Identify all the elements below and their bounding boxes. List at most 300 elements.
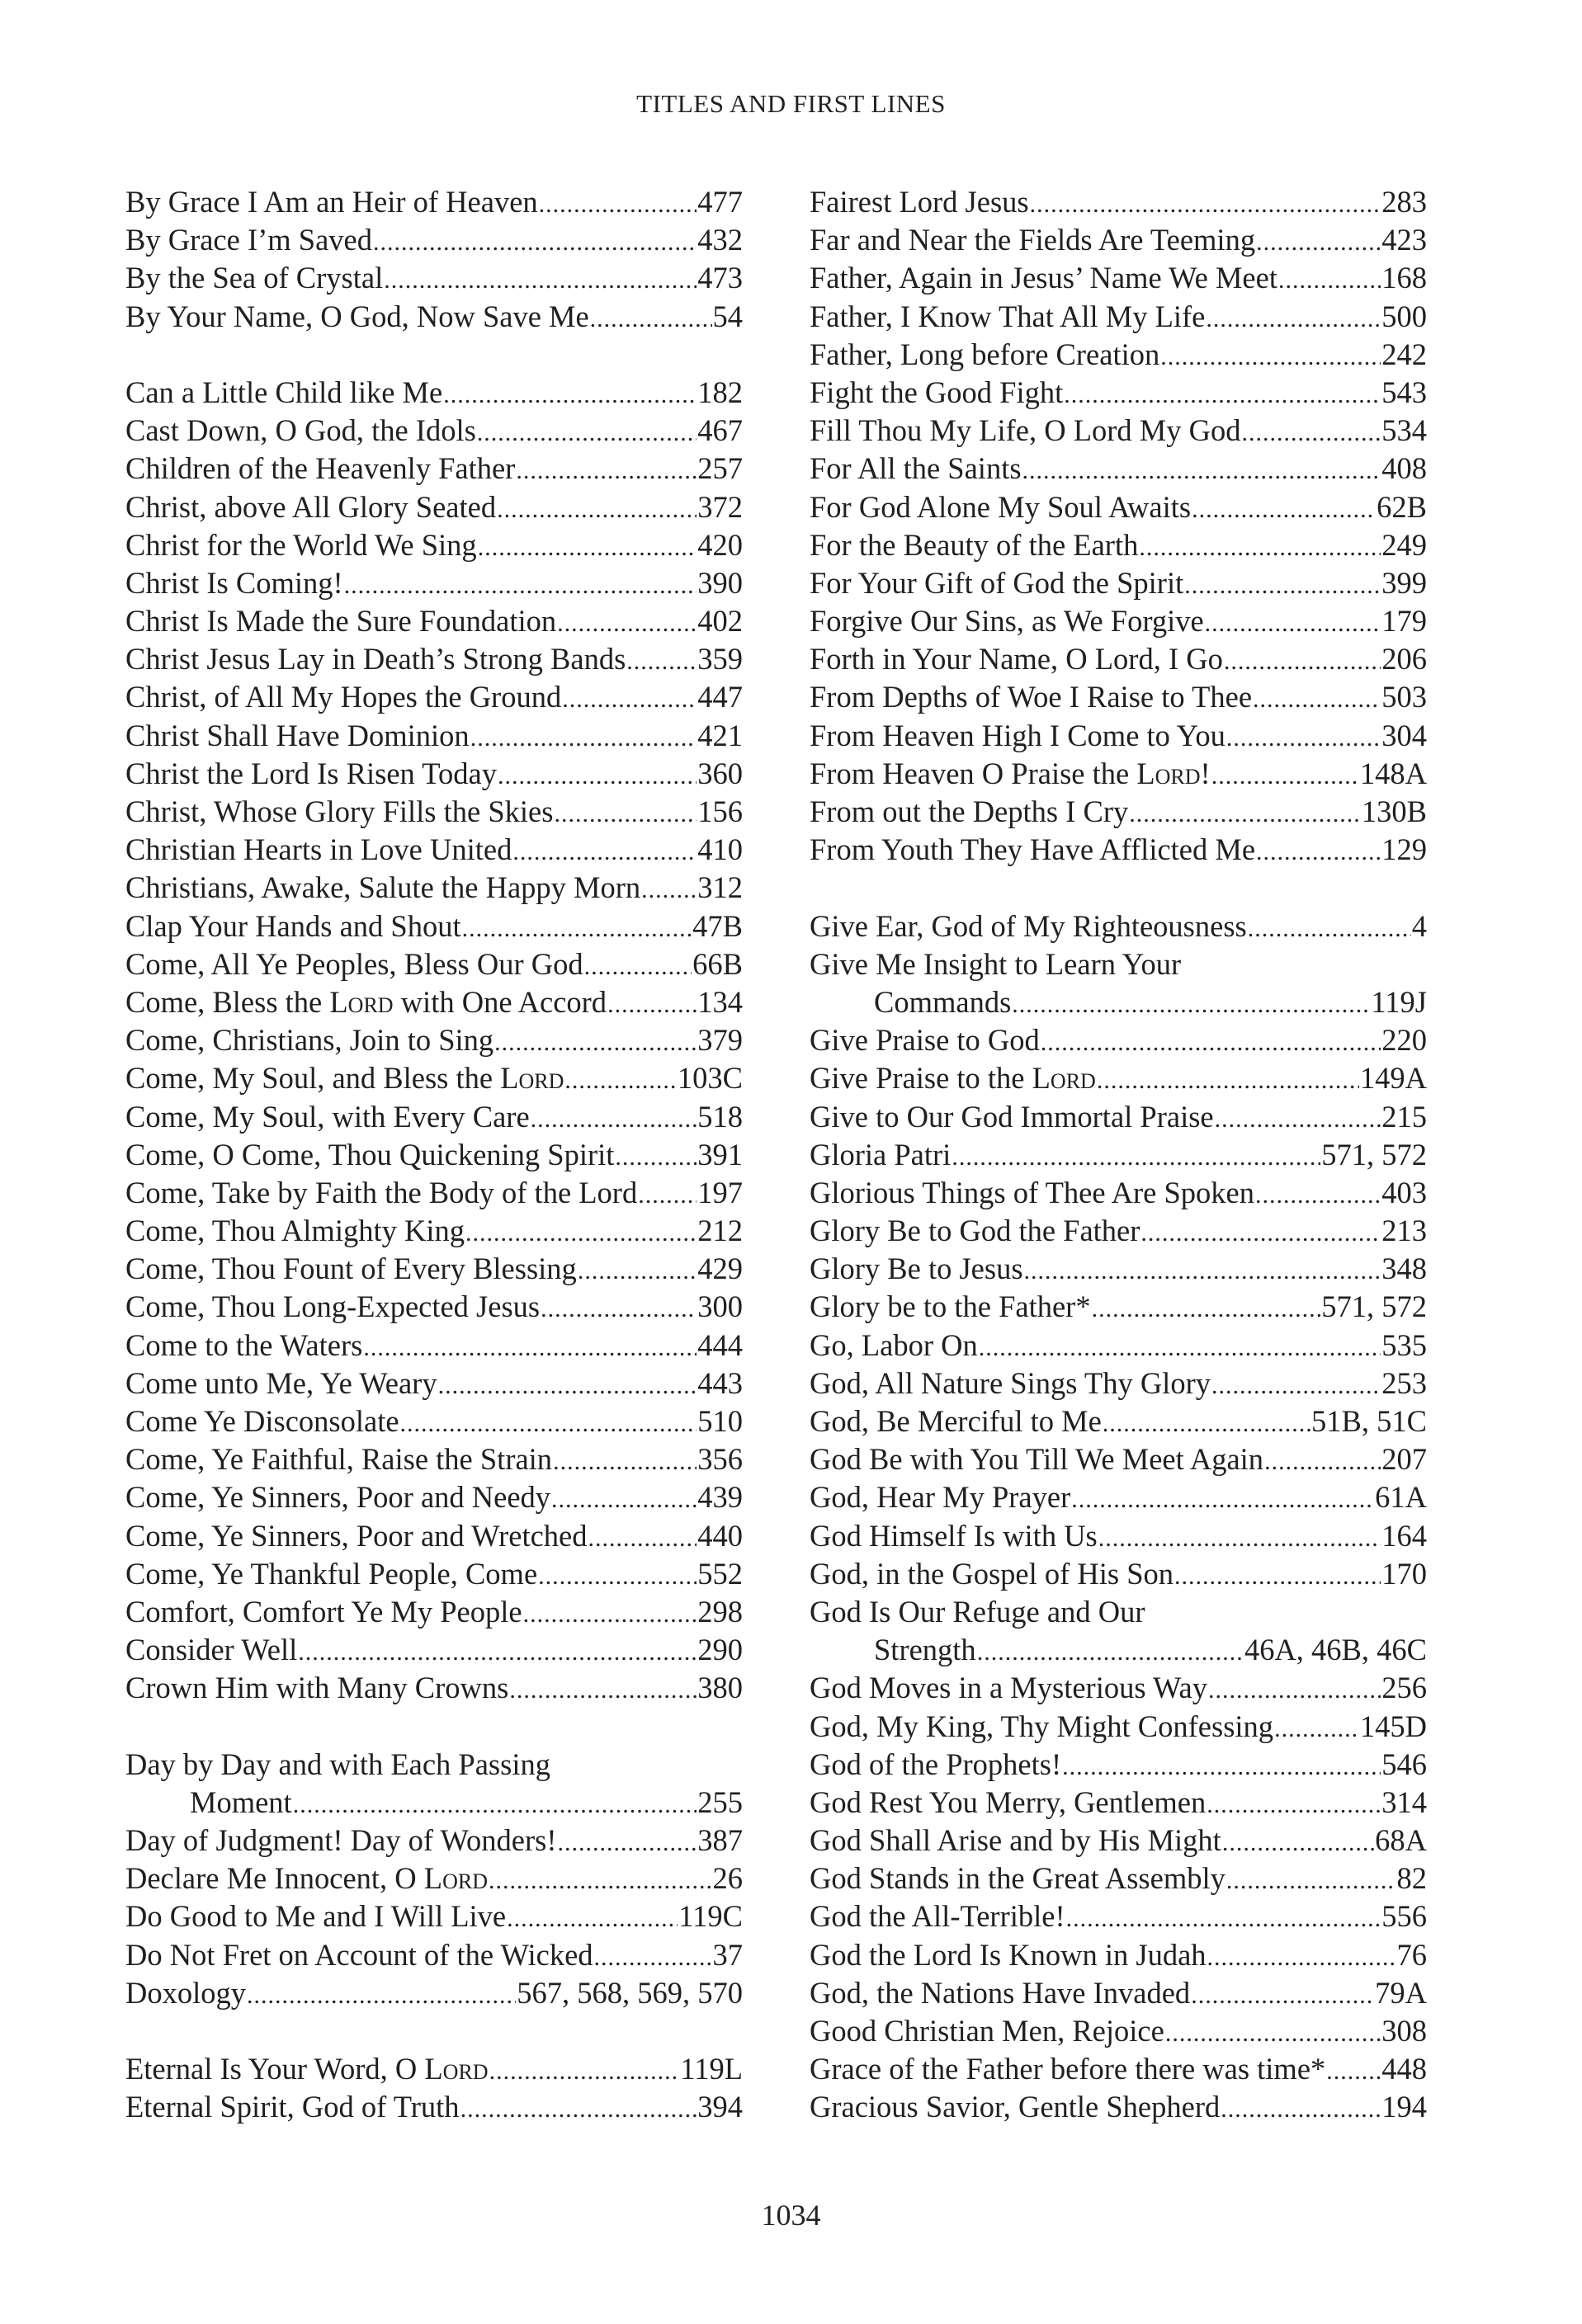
entry-title: Grace of the Father before there was time* [810, 2052, 1326, 2086]
entry-page-number: 304 [1381, 718, 1427, 752]
entry-page-number: 535 [1381, 1327, 1427, 1362]
dot-leader [523, 1593, 697, 1631]
index-entry [125, 1669, 743, 1707]
entry-page-number: 387 [697, 1823, 743, 1858]
dot-leader [538, 1555, 697, 1593]
entry-page-number: 290 [697, 1633, 743, 1667]
entry-page-number: 206 [1381, 642, 1427, 676]
dot-leader [1326, 2050, 1381, 2088]
dot-leader [1205, 602, 1381, 640]
entry-page-number: 298 [697, 1594, 743, 1629]
entry-page-number: 372 [697, 489, 743, 524]
dot-leader [626, 640, 697, 678]
entry-page-number: 256 [1381, 1671, 1427, 1705]
entry-title: Come, Ye Sinners, Poor and Needy [125, 1480, 551, 1515]
dot-leader [1253, 678, 1381, 716]
entry-page-number: 420 [697, 527, 743, 562]
dot-leader [1255, 1174, 1381, 1212]
index-entry [810, 1517, 1427, 1555]
index-entry [810, 1021, 1427, 1059]
entry-page-number: 194 [1381, 2090, 1427, 2124]
entry-page-number: 448 [1381, 2052, 1427, 2086]
entry-title: Give Praise to the Lord [810, 1061, 1096, 1096]
entry-title: Christ for the World We Sing [125, 527, 477, 562]
index-entry [125, 374, 743, 412]
dot-leader [498, 755, 697, 793]
index-entry [810, 640, 1427, 678]
index-entry [810, 1708, 1427, 1746]
index-entry [810, 2050, 1427, 2088]
entry-title: Gloria Patri [810, 1137, 952, 1171]
dot-leader [1098, 1517, 1381, 1555]
entry-page-number: 546 [1381, 1747, 1427, 1781]
entry-page-number: 567, 568, 569, 570 [517, 1975, 743, 2010]
index-entry [810, 983, 1427, 1021]
dot-leader [489, 1860, 712, 1897]
entry-title: Come, Ye Thankful People, Come [125, 1556, 538, 1591]
dot-leader [554, 793, 697, 831]
index-entry [125, 983, 743, 1021]
entry-title: Give Me Insight to Learn Your [810, 946, 1182, 981]
entry-title: Come, Thou Fount of Every Blessing [125, 1252, 577, 1286]
entry-title: Give Praise to God [810, 1023, 1040, 1058]
index-entry [125, 869, 743, 907]
entry-page-number: 432 [697, 223, 743, 257]
entry-page-number: 423 [1381, 223, 1427, 257]
entry-title: Glory Be to Jesus [810, 1252, 1023, 1286]
entry-title: God Is Our Refuge and Our [810, 1594, 1145, 1629]
section-gap [810, 869, 1427, 907]
entry-page-number: 402 [697, 604, 743, 639]
entry-title: Come, Bless the Lord with One Accord [125, 984, 607, 1019]
index-entry [125, 1822, 743, 1860]
index-entry [125, 1593, 743, 1631]
dot-leader [578, 1250, 697, 1288]
index-entry [810, 1669, 1427, 1707]
index-entry [125, 755, 743, 793]
section-gap [125, 2012, 743, 2050]
entry-page-number: 182 [697, 375, 743, 409]
index-entry [125, 2050, 743, 2088]
index-entry [810, 1402, 1427, 1440]
entry-title: Come, Christians, Join to Sing [125, 1023, 494, 1058]
index-entry [810, 1555, 1427, 1593]
dot-leader [494, 1021, 697, 1059]
index-entry [810, 564, 1427, 602]
entry-page-number: 312 [697, 870, 743, 905]
dot-leader [1129, 793, 1361, 831]
entry-page-number: 380 [697, 1671, 743, 1705]
index-entry [125, 1897, 743, 1935]
dot-leader [553, 1440, 697, 1478]
dot-leader [541, 1288, 697, 1326]
entry-title: Christ Jesus Lay in Death’s Strong Bands [125, 642, 626, 676]
index-entry [125, 1555, 743, 1593]
page-number: 1034 [761, 2199, 821, 2232]
entry-title: Christ Shall Have Dominion [125, 718, 470, 752]
entry-title: From out the Depths I Cry [810, 794, 1129, 828]
entry-page-number: 257 [697, 451, 743, 486]
dot-leader [1066, 1897, 1381, 1935]
entry-title: For All the Saints [810, 451, 1022, 486]
entry-page-number: 300 [697, 1289, 743, 1324]
entry-page-number: 552 [697, 1556, 743, 1591]
entry-page-number: 76 [1396, 1937, 1427, 1972]
index-entry [810, 2088, 1427, 2126]
dot-leader [1041, 1021, 1381, 1059]
entry-page-number: 571, 572 [1321, 1289, 1427, 1324]
entry-page-number: 429 [697, 1252, 743, 1286]
dot-leader [1256, 221, 1381, 259]
dot-leader [1140, 1212, 1381, 1250]
entry-title: From Heaven O Praise the Lord! [810, 756, 1211, 790]
entry-title: Forth in Your Name, O Lord, I Go [810, 642, 1223, 676]
entry-title: Day of Judgment! Day of Wonders! [125, 1823, 557, 1858]
dot-leader [1241, 412, 1381, 450]
entry-page-number: 356 [697, 1442, 743, 1477]
entry-title: Do Not Fret on Account of the Wicked [125, 1937, 593, 1972]
entry-title: Comfort, Comfort Ye My People [125, 1594, 522, 1629]
index-entry [810, 1593, 1427, 1631]
entry-page-number: 421 [697, 718, 743, 752]
entry-title: Christ, of All My Hopes the Ground [125, 680, 562, 714]
entry-page-number: 439 [697, 1480, 743, 1515]
section-gap [125, 336, 743, 374]
entry-title: God Stands in the Great Assembly [810, 1861, 1225, 1896]
entry-page-number: 467 [697, 413, 743, 448]
index-entry [810, 1174, 1427, 1212]
dot-leader [373, 221, 697, 259]
dot-leader [1224, 640, 1381, 678]
dot-leader [1215, 1098, 1381, 1136]
dot-leader [247, 1974, 516, 2012]
dot-leader [293, 1784, 697, 1822]
entry-title: God Himself Is with Us [810, 1518, 1098, 1553]
dot-leader [1221, 2088, 1381, 2126]
index-entry [125, 1288, 743, 1326]
entry-title: Come to the Waters [125, 1327, 363, 1362]
entry-title: Come, O Come, Thou Quickening Spirit [125, 1137, 615, 1171]
dot-leader [584, 945, 692, 983]
dot-leader [1278, 259, 1381, 297]
entry-page-number: 473 [697, 261, 743, 295]
entry-title: Come unto Me, Ye Weary [125, 1365, 437, 1400]
entry-page-number: 220 [1381, 1023, 1427, 1058]
entry-title: God, Be Merciful to Me [810, 1404, 1102, 1438]
entry-title: By Grace I’m Saved [125, 223, 372, 257]
index-entry [810, 2012, 1427, 2050]
index-entry [125, 488, 743, 526]
index-column-left [125, 183, 743, 2127]
entry-title: Come, All Ye Peoples, Bless Our God [125, 946, 583, 981]
index-entry [810, 717, 1427, 755]
index-entry [810, 450, 1427, 488]
entry-title: Consider Well [125, 1633, 298, 1667]
index-entry [125, 450, 743, 488]
index-entry [125, 1327, 743, 1365]
entry-page-number: 47B [692, 908, 743, 943]
entry-page-number: 503 [1381, 680, 1427, 714]
dot-leader [400, 1402, 697, 1440]
entry-title: Christ Is Coming! [125, 565, 343, 600]
index-entry [810, 678, 1427, 716]
entry-page-number: 444 [697, 1327, 743, 1362]
index-entry [810, 488, 1427, 526]
dot-leader [1174, 1555, 1381, 1593]
page-title: TITLES AND FIRST LINES [636, 89, 946, 118]
dot-leader [470, 717, 697, 755]
entry-page-number: 215 [1381, 1099, 1427, 1134]
entry-title: God Shall Arise and by His Might [810, 1823, 1221, 1858]
entry-title: God the Lord Is Known in Judah [810, 1937, 1207, 1972]
dot-leader [460, 2088, 697, 2126]
index-entry [810, 1478, 1427, 1516]
entry-title: Strength [874, 1633, 976, 1667]
dot-leader [507, 1897, 678, 1935]
entry-title: Father, I Know That All My Life [810, 299, 1206, 333]
entry-page-number: 179 [1381, 604, 1427, 639]
entry-page-number: 379 [697, 1023, 743, 1058]
dot-leader [594, 1936, 712, 1974]
dot-leader [1264, 1440, 1381, 1478]
index-entry [125, 1936, 743, 1974]
dot-leader [298, 1631, 697, 1669]
entry-title: Commands [874, 984, 1012, 1019]
entry-title: Crown Him with Many Crowns [125, 1671, 509, 1705]
entry-title: Go, Labor On [810, 1327, 978, 1362]
entry-title: Give to Our God Immortal Praise [810, 1099, 1214, 1134]
dot-leader [462, 907, 692, 945]
entry-title: God Rest You Merry, Gentlemen [810, 1784, 1207, 1819]
entry-title: Come, My Soul, and Bless the Lord [125, 1061, 564, 1096]
entry-page-number: 242 [1381, 337, 1427, 371]
index-entry [125, 259, 743, 297]
dot-leader [1256, 831, 1381, 869]
entry-page-number: 103C [677, 1061, 743, 1096]
dot-leader [588, 1517, 697, 1555]
index-entry [125, 1059, 743, 1097]
dot-leader [1274, 1708, 1359, 1746]
entry-title: Glory Be to God the Father [810, 1214, 1140, 1248]
entry-title: God, All Nature Sings Thy Glory [810, 1365, 1211, 1400]
index-entry [125, 793, 743, 831]
index-entry [810, 374, 1427, 412]
index-entry [810, 221, 1427, 259]
entry-page-number: 308 [1381, 2014, 1427, 2048]
entry-title: Far and Near the Fields Are Teeming [810, 223, 1256, 257]
dot-leader [641, 869, 697, 907]
entry-title: Christ, above All Glory Seated [125, 489, 497, 524]
dot-leader [1206, 298, 1381, 336]
entry-page-number: 399 [1381, 565, 1427, 600]
entry-title: From Youth They Have Afflicted Me [810, 832, 1256, 867]
index-entry [810, 1212, 1427, 1250]
dot-leader [952, 1136, 1320, 1174]
entry-title: For God Alone My Soul Awaits [810, 489, 1192, 524]
entry-title: Come, Thou Long-Expected Jesus [125, 1289, 541, 1324]
index-entry [810, 1974, 1427, 2012]
entry-page-number: 391 [697, 1137, 743, 1171]
index-entry [125, 1021, 743, 1059]
entry-page-number: 54 [712, 299, 743, 333]
index-entry [125, 717, 743, 755]
dot-leader [1222, 1822, 1374, 1860]
dot-leader [1211, 755, 1359, 793]
entry-title: God, in the Gospel of His Son [810, 1556, 1174, 1591]
entry-page-number: 66B [692, 946, 743, 981]
index-entry [125, 1098, 743, 1136]
index-entry [125, 1517, 743, 1555]
entry-title: Christ the Lord Is Risen Today [125, 756, 497, 790]
entry-title: Come, Take by Faith the Body of the Lord [125, 1175, 638, 1209]
small-caps-lord: Lord [1136, 756, 1201, 790]
index-entry [810, 831, 1427, 869]
entry-page-number: 253 [1381, 1365, 1427, 1400]
index-entry [125, 640, 743, 678]
entry-title: God, Hear My Prayer [810, 1480, 1071, 1515]
index-entry [810, 1860, 1427, 1897]
dot-leader [638, 1174, 697, 1212]
dot-leader [1207, 1936, 1396, 1974]
index-entry [125, 526, 743, 564]
entry-title: God of the Prophets! [810, 1747, 1062, 1781]
entry-page-number: 408 [1381, 451, 1427, 486]
index-entry [125, 602, 743, 640]
index-entry [125, 1174, 743, 1212]
entry-page-number: 556 [1381, 1899, 1427, 1934]
entry-title: Children of the Heavenly Father [125, 451, 516, 486]
entry-page-number: 359 [697, 642, 743, 676]
entry-page-number: 170 [1381, 1556, 1427, 1591]
entry-title: God Moves in a Mysterious Way [810, 1671, 1208, 1705]
entry-page-number: 410 [697, 832, 743, 867]
dot-leader [497, 488, 697, 526]
index-entry [125, 1860, 743, 1897]
index-entry [810, 1288, 1427, 1326]
entry-title: By the Sea of Crystal [125, 261, 384, 295]
index-entry [810, 1440, 1427, 1478]
index-entry [810, 602, 1427, 640]
index-entry [810, 1936, 1427, 1974]
dot-leader [1226, 1860, 1396, 1897]
entry-page-number: 51B, 51C [1311, 1404, 1427, 1438]
dot-leader [1211, 1365, 1381, 1402]
dot-leader [1226, 717, 1381, 755]
index-entry [125, 1631, 743, 1669]
dot-leader [1012, 983, 1370, 1021]
dot-leader [1064, 374, 1381, 412]
entry-title: Come, My Soul, with Every Care [125, 1099, 530, 1134]
dot-leader [1024, 1250, 1381, 1288]
entry-title: Come, Thou Almighty King [125, 1214, 465, 1248]
entry-page-number: 348 [1381, 1252, 1427, 1286]
dot-leader [1030, 183, 1381, 221]
dot-leader [1097, 1059, 1359, 1097]
small-caps-lord: Lord [329, 984, 394, 1019]
index-entry [810, 1746, 1427, 1784]
entry-page-number: 4 [1411, 908, 1427, 943]
dot-leader [477, 412, 697, 450]
dot-leader [512, 831, 697, 869]
index-entry [125, 1974, 743, 2012]
entry-page-number: 394 [697, 2090, 743, 2124]
index-entry [125, 1784, 743, 1822]
index-entry [125, 1212, 743, 1250]
entry-page-number: 145D [1359, 1709, 1427, 1743]
index-entry [810, 336, 1427, 374]
dot-leader [557, 602, 697, 640]
entry-page-number: 212 [697, 1214, 743, 1248]
dot-leader [557, 1822, 697, 1860]
index-entry [125, 1136, 743, 1174]
dot-leader [1139, 526, 1381, 564]
entry-page-number: 134 [697, 984, 743, 1019]
entry-page-number: 249 [1381, 527, 1427, 562]
entry-page-number: 500 [1381, 299, 1427, 333]
index-entry [125, 183, 743, 221]
entry-title: Father, Long before Creation [810, 337, 1160, 371]
dot-leader [1184, 564, 1381, 602]
index-entry [810, 412, 1427, 450]
entry-title: Doxology [125, 1975, 246, 2010]
entry-title: Eternal Spirit, God of Truth [125, 2090, 460, 2124]
small-caps-lord: Lord [500, 1061, 564, 1096]
dot-leader [1207, 1784, 1381, 1822]
entry-page-number: 149A [1359, 1061, 1427, 1096]
entry-title: Do Good to Me and I Will Live [125, 1899, 507, 1934]
index-entry [125, 945, 743, 983]
index-entry [125, 412, 743, 450]
entry-page-number: 68A [1375, 1823, 1427, 1858]
dot-leader [1071, 1478, 1374, 1516]
entry-page-number: 510 [697, 1404, 743, 1438]
entry-title: Forgive Our Sins, as We Forgive [810, 604, 1204, 639]
entry-title: Christ Is Made the Sure Foundation [125, 604, 557, 639]
small-caps-lord: Lord [424, 2052, 489, 2086]
entry-title: Glory be to the Father* [810, 1289, 1091, 1324]
entry-page-number: 62B [1377, 489, 1427, 524]
dot-leader [1022, 450, 1381, 488]
dot-leader [1103, 1402, 1310, 1440]
entry-title: Christ, Whose Glory Fills the Skies [125, 794, 554, 828]
entry-title: Come, Ye Faithful, Raise the Strain [125, 1442, 553, 1477]
entry-title: Give Ear, God of My Righteousness [810, 908, 1247, 943]
index-entry [810, 755, 1427, 793]
dot-leader [562, 678, 697, 716]
entry-page-number: 129 [1381, 832, 1427, 867]
index-entry [810, 1250, 1427, 1288]
index-entry [125, 907, 743, 945]
index-entry [810, 1059, 1427, 1097]
entry-title: Father, Again in Jesus’ Name We Meet [810, 261, 1277, 295]
index-entry [810, 259, 1427, 297]
entry-page-number: 360 [697, 756, 743, 790]
entry-page-number: 119C [678, 1899, 743, 1934]
entry-page-number: 443 [697, 1365, 743, 1400]
index-entry [810, 907, 1427, 945]
dot-leader [1208, 1669, 1381, 1707]
dot-leader [551, 1478, 697, 1516]
entry-title: By Grace I Am an Heir of Heaven [125, 185, 538, 219]
index-entry [125, 1250, 743, 1288]
entry-title: Fill Thou My Life, O Lord My God [810, 413, 1241, 448]
entry-page-number: 37 [712, 1937, 743, 1972]
index-entry [125, 2088, 743, 2126]
entry-title: By Your Name, O God, Now Save Me [125, 299, 589, 333]
index-entry [125, 221, 743, 259]
entry-page-number: 571, 572 [1321, 1137, 1427, 1171]
index-entry [810, 1327, 1427, 1365]
